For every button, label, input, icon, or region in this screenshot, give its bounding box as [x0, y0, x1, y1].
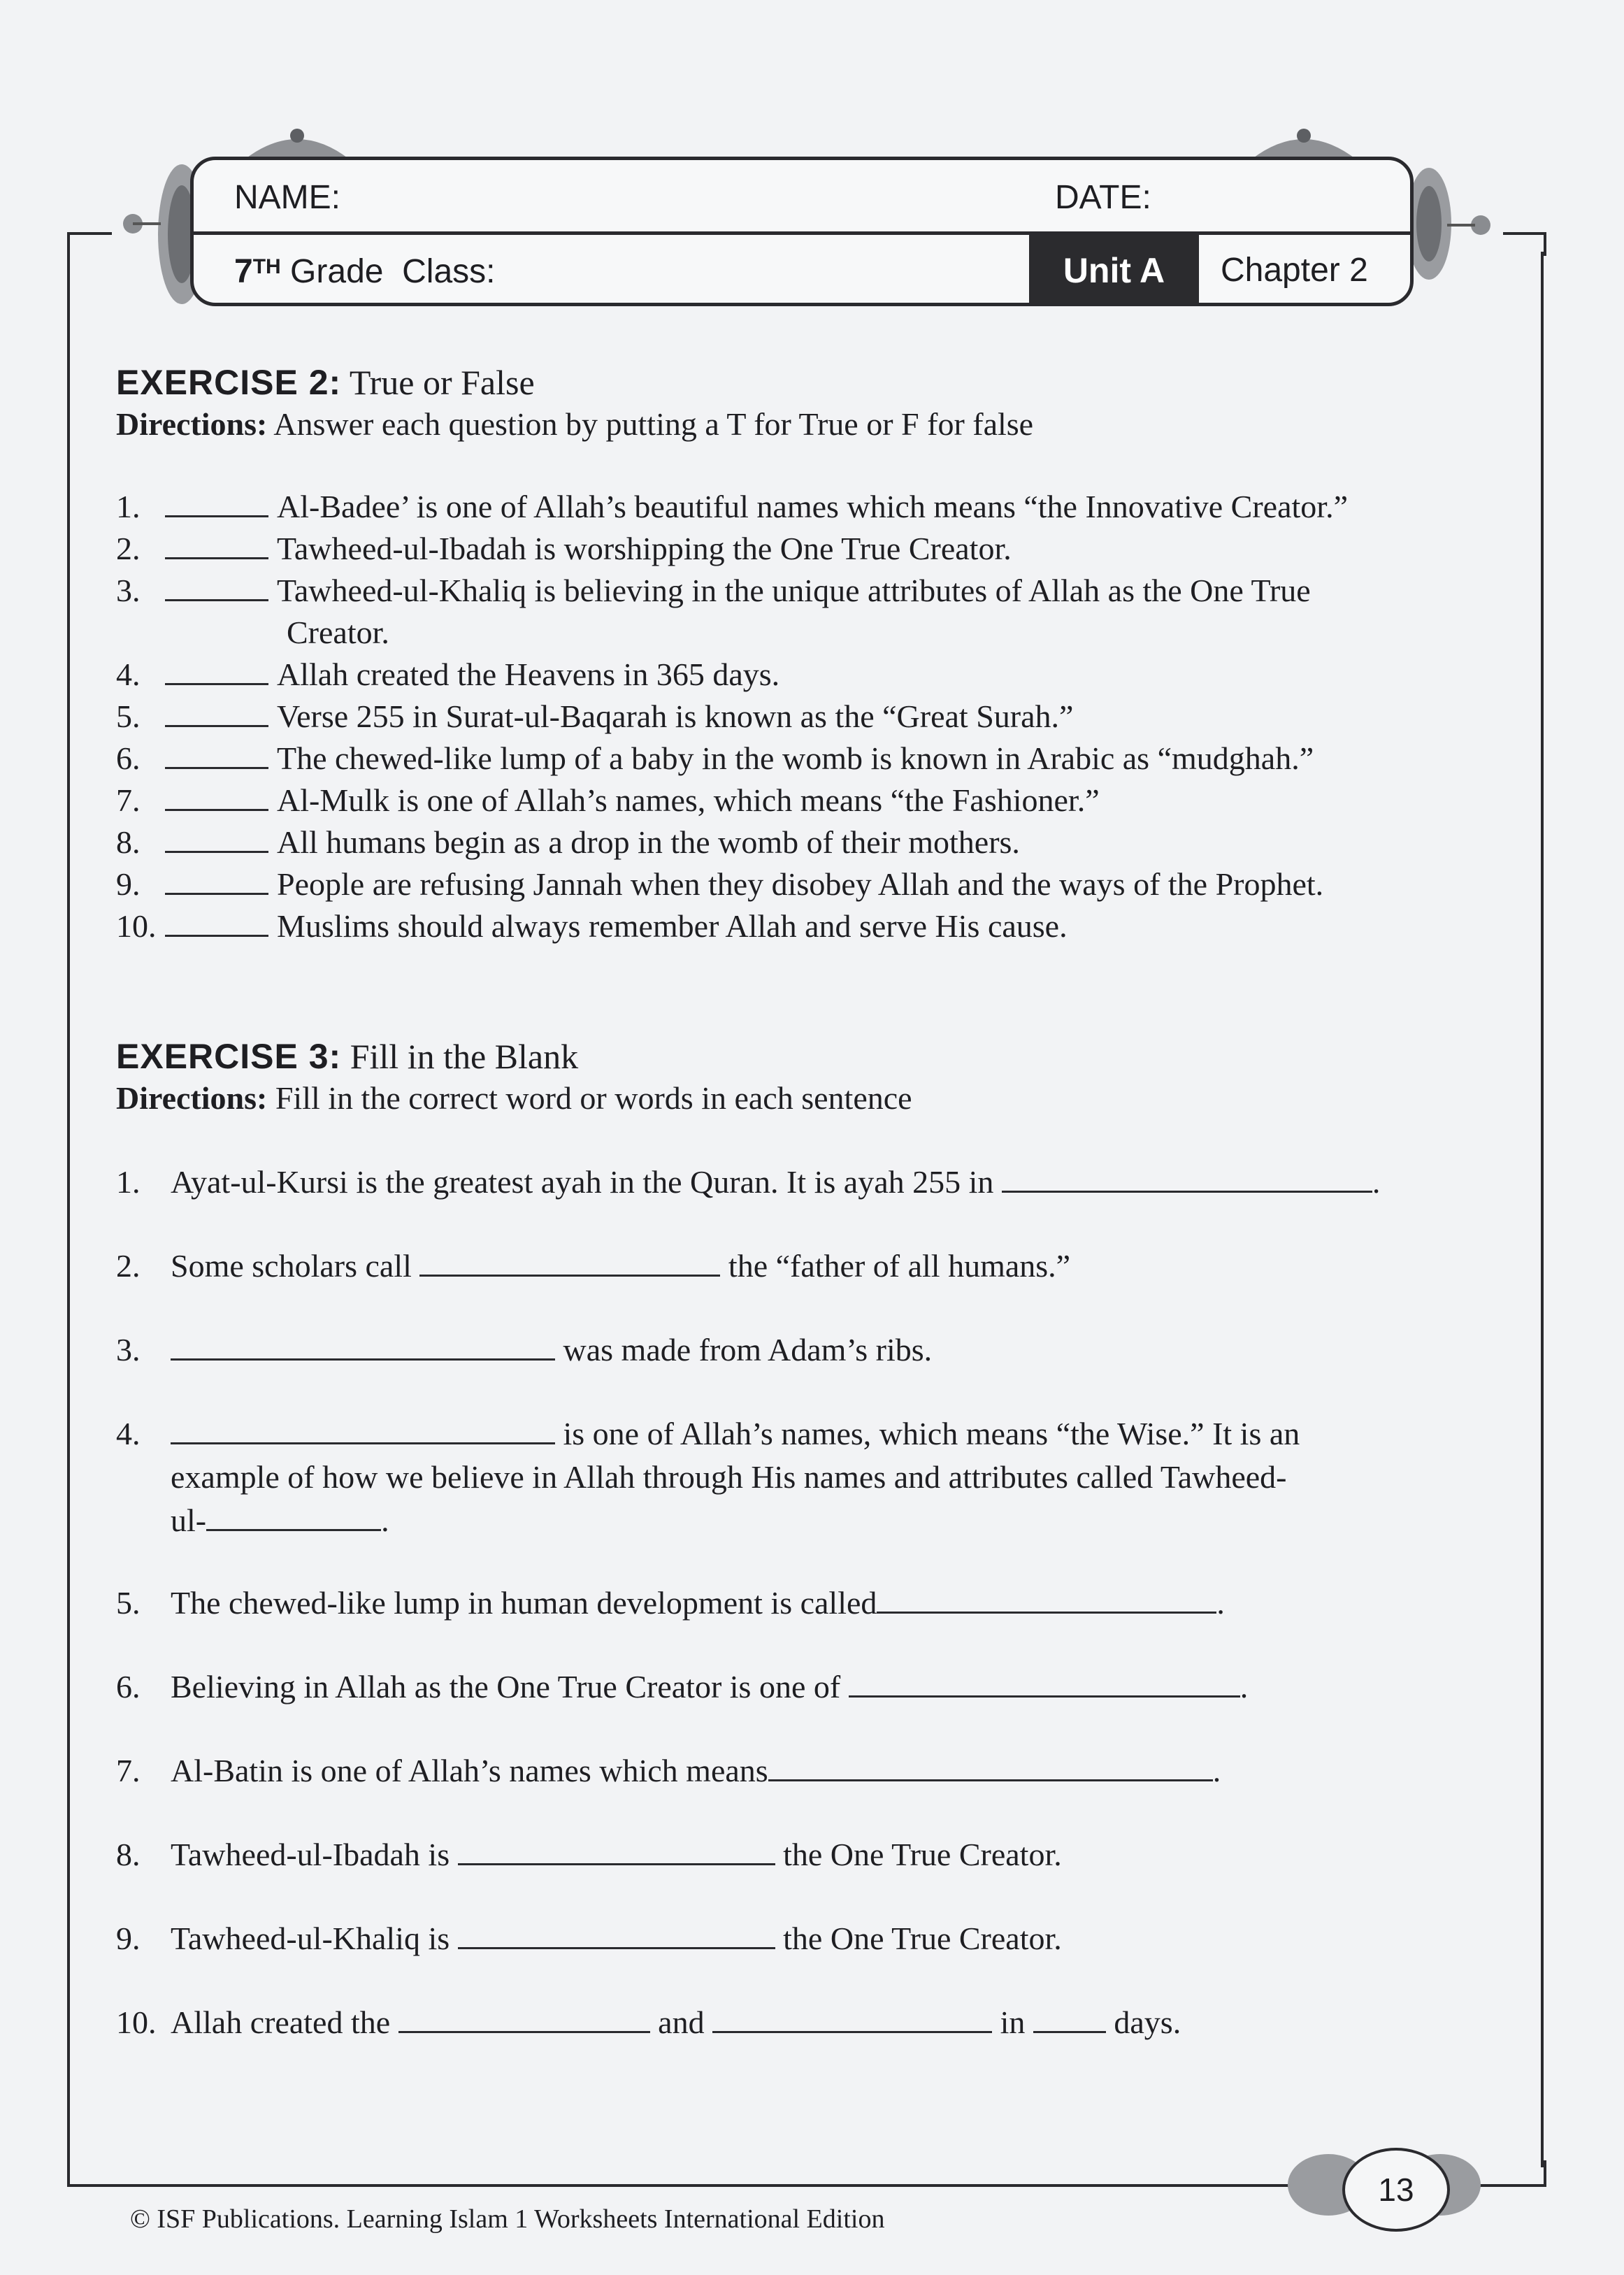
tf-number: 1. — [116, 489, 141, 524]
tf-statement: People are refusing Jannah when they disobey Allah and the ways of the Prophet. — [277, 866, 1324, 902]
tf-statement: Tawheed-ul-Ibadah is worshipping the One True Creator. — [277, 531, 1012, 566]
page-number: 13 — [1342, 2148, 1450, 2232]
answer-blank[interactable] — [165, 658, 268, 685]
fill-blank-number: 7. — [116, 1753, 141, 1788]
exercise2-directions-text: Answer each question by putting a T for True or F for false — [273, 406, 1034, 442]
answer-blank[interactable] — [458, 1922, 775, 1949]
exercise2-directions — [116, 406, 1033, 443]
fill-blank-item — [116, 1920, 1062, 1957]
fill-blank-text: is one of Allah’s names, which means “the Wise.” It is an — [563, 1416, 1300, 1451]
fill-blank-item — [116, 1415, 1300, 1452]
header-divider — [194, 231, 1410, 235]
fill-blank-text: and — [658, 2004, 705, 2040]
ornament-right-icon — [1405, 161, 1496, 287]
tf-number: 4. — [116, 656, 141, 692]
tf-item — [116, 866, 1323, 903]
answer-blank[interactable] — [171, 1417, 555, 1444]
tf-number: 7. — [116, 782, 141, 818]
fill-blank-text: . — [1216, 1585, 1225, 1621]
tf-statement: The chewed-like lump of a baby in the womb is known in Arabic as “mudghah.” — [277, 740, 1314, 776]
fill-blank-text: . — [1212, 1753, 1221, 1788]
tf-item — [116, 488, 1348, 525]
exercise3-title — [116, 1036, 578, 1077]
tf-item — [116, 572, 1311, 609]
fill-blank-item — [116, 2004, 1181, 2041]
grade-label — [234, 252, 495, 291]
tf-number: 10. — [116, 908, 157, 944]
page-border-bottom — [98, 2184, 1314, 2187]
fill-blank-item — [116, 1584, 1225, 1621]
tf-item — [116, 824, 1020, 861]
tf-item — [116, 530, 1012, 567]
fill-blank-text: The chewed-like lump in human development is called — [171, 1585, 877, 1621]
date-label: DATE: — [1055, 179, 1151, 216]
border-hook-top-left — [67, 232, 112, 256]
answer-blank[interactable] — [1033, 2006, 1106, 2033]
fill-blank-text: Tawheed-ul-Khaliq is — [171, 1921, 450, 1956]
fill-blank-item — [116, 1668, 1248, 1705]
answer-blank[interactable] — [768, 1754, 1213, 1781]
answer-blank[interactable] — [398, 2006, 650, 2033]
answer-blank[interactable] — [165, 490, 268, 517]
fill-blank-number: 8. — [116, 1837, 141, 1872]
answer-blank[interactable] — [165, 700, 268, 727]
name-label: NAME: — [234, 179, 341, 216]
fill-blank-text: . — [1372, 1164, 1381, 1200]
ornament-top-left-icon — [238, 126, 357, 161]
answer-blank[interactable] — [458, 1838, 775, 1865]
answer-blank[interactable] — [165, 574, 268, 601]
fill-blank-number: 2. — [116, 1248, 141, 1284]
student-info-box — [190, 157, 1414, 306]
answer-blank[interactable] — [877, 1586, 1216, 1614]
page-border-left — [67, 252, 70, 2167]
class-label: Class: — [402, 253, 496, 290]
tf-number: 3. — [116, 573, 141, 608]
unit-badge: Unit A — [1029, 235, 1199, 306]
fill-blank-item — [116, 1163, 1380, 1200]
border-hook-top-right — [1503, 232, 1546, 256]
fill-blank-item-continued — [171, 1502, 389, 1539]
fill-blank-text: Al-Batin is one of Allah’s names which means — [171, 1753, 768, 1788]
fill-blank-number: 1. — [116, 1164, 141, 1200]
tf-item — [116, 907, 1068, 945]
border-hook-bottom-left — [67, 2160, 103, 2187]
tf-statement: All humans begin as a drop in the womb of their mothers. — [277, 824, 1020, 860]
grade-suffix: TH — [252, 255, 281, 278]
tf-item — [116, 656, 779, 693]
exercise2-title — [116, 362, 535, 403]
tf-statement: Al-Mulk is one of Allah’s names, which means “the Fashioner.” — [277, 782, 1100, 818]
grade-number: 7 — [234, 253, 253, 290]
fill-blank-text: was made from Adam’s ribs. — [563, 1332, 933, 1368]
answer-blank[interactable] — [1002, 1165, 1372, 1193]
fill-blank-item-continued: example of how we believe in Allah through His names and attributes called Tawheed- — [171, 1459, 1287, 1495]
grade-word: Grade — [290, 253, 384, 290]
fill-blank-number: 10. — [116, 2004, 157, 2040]
tf-statement: Allah created the Heavens in 365 days. — [277, 656, 780, 692]
fill-blank-text: . — [1239, 1669, 1249, 1705]
fill-blank-number: 6. — [116, 1669, 141, 1705]
tf-statement: Verse 255 in Surat-ul-Baqarah is known as the “Great Surah.” — [277, 698, 1074, 734]
answer-blank[interactable] — [419, 1249, 720, 1277]
answer-blank[interactable] — [206, 1504, 381, 1531]
answer-blank[interactable] — [165, 910, 268, 937]
fill-blank-number: 4. — [116, 1416, 141, 1451]
copyright-footer: © ISF Publications. Learning Islam 1 Worksheets International Edition — [130, 2204, 885, 2234]
exercise2-heading: EXERCISE 2: — [116, 363, 342, 402]
fill-blank-text: the One True Creator. — [783, 1837, 1062, 1872]
border-hook-bottom-right — [1514, 2160, 1546, 2187]
answer-blank[interactable] — [165, 784, 268, 811]
fill-blank-number: 5. — [116, 1585, 141, 1621]
fill-blank-item — [116, 1752, 1221, 1789]
exercise3-subtitle: Fill in the Blank — [350, 1037, 579, 1076]
answer-blank[interactable] — [165, 532, 268, 559]
answer-blank[interactable] — [849, 1670, 1240, 1698]
exercise3-directions-label: Directions: — [116, 1080, 268, 1116]
tf-statement: Al-Badee’ is one of Allah’s beautiful names which means “the Innovative Creator.” — [277, 489, 1348, 524]
fill-blank-text: Ayat-ul-Kursi is the greatest ayah in the Quran. It is ayah 255 in — [171, 1164, 994, 1200]
fill-blank-item — [116, 1247, 1070, 1284]
answer-blank[interactable] — [712, 2006, 992, 2033]
tf-item-continued: Creator. — [287, 615, 389, 650]
tf-item — [116, 698, 1073, 735]
fill-blank-item — [116, 1836, 1062, 1873]
chapter-label: Chapter 2 — [1221, 252, 1368, 289]
fill-blank-text: in — [1000, 2004, 1026, 2040]
exercise2-subtitle: True or False — [349, 363, 535, 402]
tf-item — [116, 740, 1314, 777]
fill-blank-text: the “father of all humans.” — [728, 1248, 1071, 1284]
tf-item — [116, 782, 1100, 819]
tf-number: 8. — [116, 824, 141, 860]
fill-blank-number: 9. — [116, 1921, 141, 1956]
exercise3-heading: EXERCISE 3: — [116, 1037, 342, 1076]
answer-blank[interactable] — [165, 868, 268, 895]
fill-blank-text: Tawheed-ul-Ibadah is — [171, 1837, 450, 1872]
fill-blank-text: . — [381, 1502, 389, 1538]
answer-blank[interactable] — [165, 742, 268, 769]
exercise2-directions-label: Directions: — [116, 406, 268, 442]
fill-blank-text: Allah created the — [171, 2004, 391, 2040]
answer-blank[interactable] — [165, 826, 268, 853]
page-border-right — [1541, 252, 1544, 2167]
fill-blank-number: 3. — [116, 1332, 141, 1368]
answer-blank[interactable] — [171, 1333, 555, 1361]
exercise3-directions-text: Fill in the correct word or words in each sentence — [275, 1080, 912, 1116]
fill-blank-text: Believing in Allah as the One True Creator is one of — [171, 1669, 841, 1705]
fill-blank-text: the One True Creator. — [783, 1921, 1062, 1956]
tf-number: 2. — [116, 531, 141, 566]
fill-blank-item — [116, 1331, 932, 1368]
tf-number: 6. — [116, 740, 141, 776]
fill-blank-text: ul- — [171, 1502, 207, 1538]
tf-number: 5. — [116, 698, 141, 734]
tf-number: 9. — [116, 866, 141, 902]
fill-blank-text: days. — [1114, 2004, 1181, 2040]
tf-statement: Tawheed-ul-Khaliq is believing in the unique attributes of Allah as the One True — [277, 573, 1311, 608]
ornament-left-icon — [112, 133, 203, 329]
ornament-top-right-icon — [1244, 126, 1363, 161]
tf-statement: Muslims should always remember Allah and serve His cause. — [277, 908, 1068, 944]
fill-blank-text: Some scholars call — [171, 1248, 412, 1284]
exercise3-directions — [116, 1079, 912, 1117]
